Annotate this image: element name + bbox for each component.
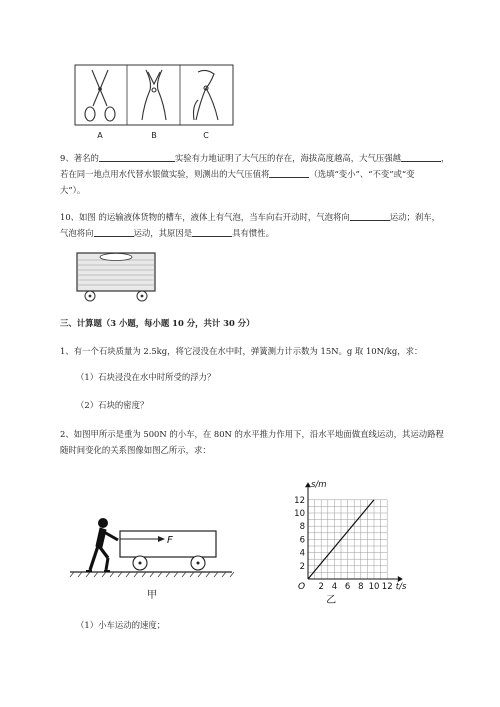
person-icon [86, 519, 118, 572]
q9-blank-1[interactable] [99, 152, 175, 162]
scissors-figure [74, 64, 234, 144]
origin-label: O [298, 582, 306, 592]
q10-line2: 气泡将向 运动，其原因是 具有惯性。 [60, 228, 274, 238]
y-tick-label: 12 [294, 495, 305, 506]
shears-c-icon [194, 70, 219, 120]
q1-text: 1、有一个石块质量为 2.5kg，将它浸没在水中时，弹簧测力计示数为 15N。g 取 10N/kg，求： [60, 346, 423, 356]
figure-jia [66, 510, 236, 605]
q10-blank-3[interactable] [192, 227, 232, 237]
y-tick-label: 4 [299, 548, 305, 559]
y-tick-label: 10 [294, 509, 305, 519]
ground-hatch [70, 572, 234, 577]
q2-line1: 2、如图甲所示是重为 500N 的小车，在 80N 的水平推力作用下，沿水平地面做直线运动，其运动路程 [60, 429, 444, 439]
y-axis-label: s/m [311, 480, 327, 491]
x-tick-label: 12 [381, 582, 393, 592]
x-axis-label: t/s [395, 582, 407, 592]
x-tick-label: 8 [358, 582, 364, 592]
x-tick-label: 4 [331, 582, 338, 592]
q9-line3: 大”）。 [60, 185, 86, 195]
label-c: C [203, 131, 209, 140]
pliers-b-icon [142, 70, 166, 120]
q10-blank-2[interactable] [94, 227, 134, 237]
q9-blank-2[interactable] [401, 152, 441, 162]
bubble-icon [100, 253, 132, 260]
tank-truck-figure [74, 250, 160, 304]
q9-blank-3[interactable] [269, 168, 309, 178]
q10-blank-1[interactable] [350, 211, 390, 221]
caption-jia: 甲 [147, 590, 157, 601]
scissors-a-icon [85, 70, 115, 121]
label-a: A [97, 131, 103, 140]
q1-sub2: （2）石块的密度？ [76, 400, 149, 410]
q2-line2: 随时间变化的关系图像如图乙所示，求： [60, 445, 211, 455]
y-tick-label: 6 [299, 535, 305, 546]
figure-yi-chart [280, 462, 407, 612]
x-tick-label: 2 [318, 582, 324, 592]
x-tick-label: 6 [344, 582, 351, 592]
q1-sub1: （1）石块浸没在水中时所受的浮力？ [76, 372, 216, 382]
section3-heading: 三、计算题（3 小题，每小题 10 分，共计 30 分） [60, 318, 255, 328]
x-tick-label: 10 [368, 582, 380, 592]
force-label: F [167, 535, 173, 546]
label-b: B [151, 131, 157, 140]
y-tick-label: 8 [299, 522, 305, 533]
caption-yi: 乙 [326, 595, 337, 606]
q2-sub1: （1）小车运动的速度； [76, 620, 166, 630]
q10-line1: 10、如图 的运输液体货物的槽车，液体上有气泡，当车向右开动时，气泡将向 运动；刹车， [60, 212, 440, 222]
q9-line2: 若在同一地点用水代替水银做实验，则测出的大气压值将 （选填“变小”、“不变”或“变 [60, 169, 415, 179]
q9-line1: 9、著名的 实验有力地证明了大气压的存在，海拔高度越高，大气压强越 ， [60, 153, 450, 163]
y-tick-label: 2 [299, 561, 305, 572]
